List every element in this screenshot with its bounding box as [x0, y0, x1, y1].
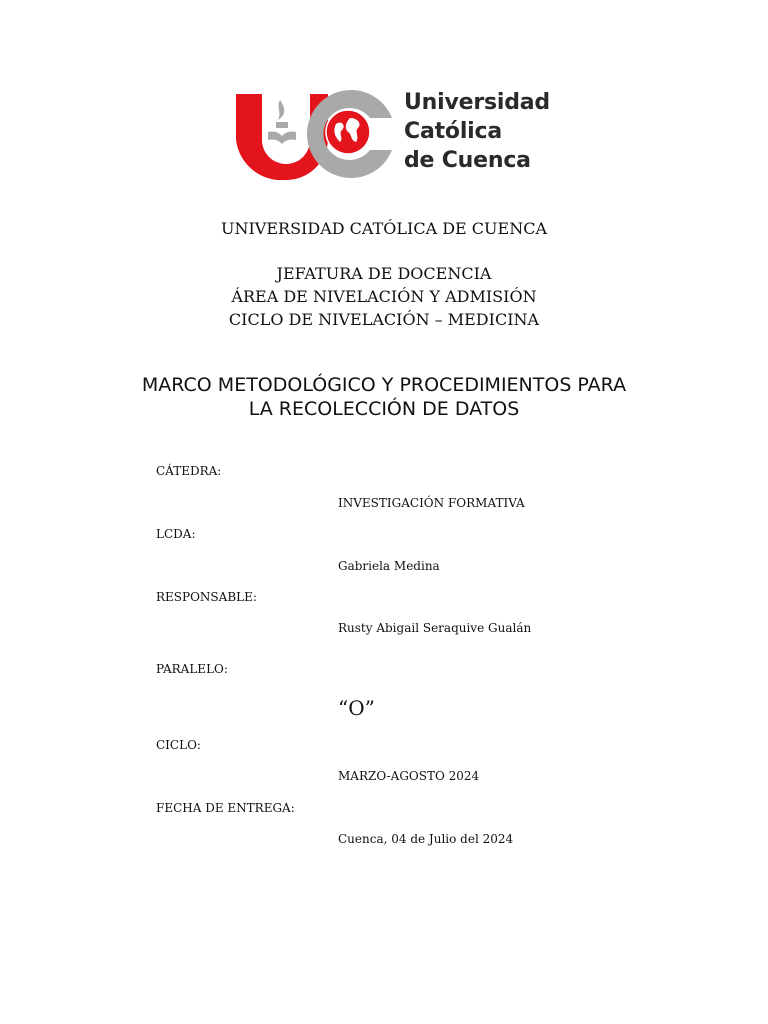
university-name: UNIVERSIDAD CATÓLICA DE CUENCA [221, 219, 547, 238]
field-value-responsable: Rusty Abigail Seraquive Gualán [338, 621, 532, 635]
field-value-catedra: INVESTIGACIÓN FORMATIVA [338, 496, 525, 510]
logo-line-2: Católica [404, 119, 502, 144]
field-label-responsable: RESPONSABLE: [156, 590, 257, 604]
field-value-ciclo: MARZO-AGOSTO 2024 [338, 769, 480, 783]
field-value-fecha-entrega: Cuenca, 04 de Julio del 2024 [338, 832, 514, 846]
field-value-paralelo: “O” [338, 696, 375, 720]
university-logo [232, 88, 552, 180]
field-value-lcda: Gabriela Medina [338, 559, 440, 573]
department-name: JEFATURA DE DOCENCIA [276, 264, 492, 283]
logo-wordmark [404, 88, 550, 175]
logo-line-1: Universidad [404, 90, 550, 115]
document-title-line-1: MARCO METODOLÓGICO Y PROCEDIMIENTOS PARA [141, 374, 627, 396]
document-title-line-2: LA RECOLECCIÓN DE DATOS [248, 398, 520, 420]
area-name: ÁREA DE NIVELACIÓN Y ADMISIÓN [231, 287, 537, 306]
uc-logo-mark-icon [232, 88, 402, 180]
field-label-catedra: CÁTEDRA: [156, 464, 222, 478]
logo-line-3: de Cuenca [404, 148, 531, 173]
field-label-paralelo: PARALELO: [156, 662, 228, 676]
cycle-name: CICLO DE NIVELACIÓN – MEDICINA [228, 310, 540, 329]
field-label-ciclo: CICLO: [156, 738, 201, 752]
field-label-lcda: LCDA: [156, 527, 196, 541]
field-label-fecha-entrega: FECHA DE ENTREGA: [156, 801, 295, 815]
